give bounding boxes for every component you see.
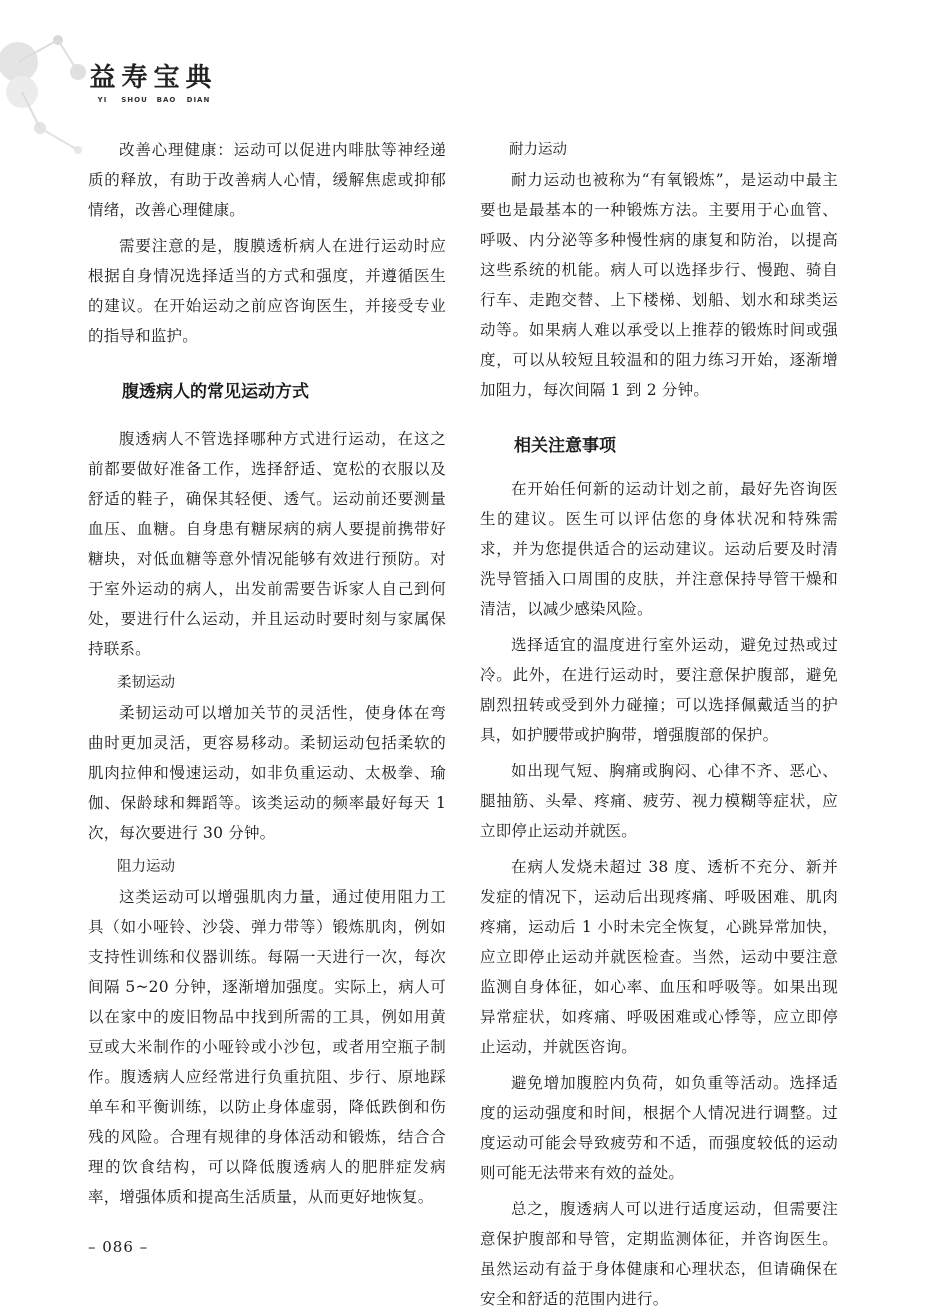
logo-char: 典 xyxy=(185,63,212,93)
logo-char: 寿 xyxy=(121,63,148,93)
paragraph xyxy=(88,135,446,225)
paragraph: 在病人发烧未超过 38 度、透析不充分、新并发症的情况下，运动后出现疼痛、呼吸困难、肌肉疼痛，运动后 1 小时未完全恢复，心跳异常加快，应立即停止运动并就医检查。当然，运动中要注意监测自身体征，如心率、血压和呼吸等。如果出现异常症状，如疼痛、呼吸困难或心悸等，应立即停止运动，并就医咨询。 xyxy=(480,858,838,1056)
paragraph: 腹透病人不管选择哪种方式进行运动，在这之前都要做好准备工作，选择舒适、宽松的衣服以及舒适的鞋子，确保其轻便、透气。运动前还要测量血压、血糖。自身患有糖尿病的病人要提前携带好糖块，对低血糖等意外情况能够有效进行预防。对于室外运动的病人，出发前需要告诉家人自己到何处，要进行什么运动，并且运动时要时刻与家属保持联系。 xyxy=(88,430,446,658)
logo-char: 益 xyxy=(89,63,116,93)
paragraph: 柔韧运动可以增加关节的灵活性，使身体在弯曲时更加灵活，更容易移动。柔韧运动包括柔软的肌肉拉伸和慢速运动，如非负重运动、太极拳、瑜伽、保龄球和舞蹈等。该类运动的频率最好每天 1 次，每次要进行 30 分钟。 xyxy=(88,704,446,842)
logo-pinyin: DIAN xyxy=(186,96,211,104)
logo-pinyin: YI xyxy=(97,96,108,104)
section-title: 相关注意事项 xyxy=(514,436,616,456)
paragraph: 避免增加腹腔内负荷，如负重等活动。选择适度的运动强度和时间，根据个人情况进行调整。过度运动可能会导致疲劳和不适，而强度较低的运动则可能无法带来有效的益处。 xyxy=(480,1074,838,1182)
right-column xyxy=(480,135,838,1314)
paragraph-lead: 改善心理健康： xyxy=(119,141,234,159)
paragraph: 在开始任何新的运动计划之前，最好先咨询医生的建议。医生可以评估您的身体状况和特殊需求，并为您提供适合的运动建议。运动后要及时清洗导管插入口周围的皮肤，并注意保持导管干燥和清洁，以减少感染风险。 xyxy=(480,480,838,618)
page-number: – 086 – xyxy=(88,1238,149,1256)
paragraph: 选择适宜的温度进行室外运动，避免过热或过冷。此外，在进行运动时，要注意保护腹部，避免剧烈扭转或受到外力碰撞；可以选择佩戴适当的护具，如护腰带或护胸带，增强腹部的保护。 xyxy=(480,636,838,744)
subsection-title: 阻力运动 xyxy=(117,859,175,875)
logo-pinyin: SHOU xyxy=(121,96,148,104)
logo-char: 宝 xyxy=(153,63,180,93)
subsection-title: 柔韧运动 xyxy=(117,675,175,691)
section-title: 腹透病人的常见运动方式 xyxy=(122,382,309,402)
left-column xyxy=(88,135,446,1212)
brand-logo xyxy=(88,62,228,104)
subsection-title: 耐力运动 xyxy=(509,142,567,158)
paragraph: 需要注意的是，腹膜透析病人在进行运动时应根据自身情况选择适当的方式和强度，并遵循医生的建议。在开始运动之前应咨询医生，并接受专业的指导和监护。 xyxy=(88,237,446,345)
paragraph: 总之，腹透病人可以进行适度运动，但需要注意保护腹部和导管，定期监测体征，并咨询医生。虽然运动有益于身体健康和心理状态，但请确保在安全和舒适的范围内进行。 xyxy=(480,1200,838,1308)
logo-pinyin: BAO xyxy=(156,96,177,104)
paragraph: 耐力运动也被称为“有氧锻炼”，是运动中最主要也是最基本的一种锻炼方法。主要用于心血管、呼吸、内分泌等多种慢性病的康复和防治，以提高这些系统的机能。病人可以选择步行、慢跑、骑自行车、走跑交替、上下楼梯、划船、划水和球类运动等。如果病人难以承受以上推荐的锻炼时间或强度，可以从较短且较温和的阻力练习开始，逐渐增加阻力，每次间隔 1 到 2 分钟。 xyxy=(480,171,838,399)
paragraph: 这类运动可以增强肌肉力量，通过使用阻力工具（如小哑铃、沙袋、弹力带等）锻炼肌肉，例如支持性训练和仪器训练。每隔一天进行一次，每次间隔 5~20 分钟，逐渐增加强度。实际上，病人可以在家中的废旧物品中找到所需的工具，例如用黄豆或大米制作的小哑铃或小沙包，或者用空瓶子制作。腹透病人应经常进行负重抗阻、步行、原地踩单车和平衡训练，以防止身体虚弱，降低跌倒和伤残的风险。合理有规律的身体活动和锻炼，结合合理的饮食结构，可以降低腹透病人的肥胖症发病率，增强体质和提高生活质量，从而更好地恢复。 xyxy=(88,888,446,1206)
paragraph-text: 运动可以促进内啡肽等神经递质的释放，有助于改善病人心情，缓解焦虑或抑郁情绪，改善心理健康。 xyxy=(88,141,446,219)
paragraph: 如出现气短、胸痛或胸闷、心律不齐、恶心、腿抽筋、头晕、疼痛、疲劳、视力模糊等症状，应立即停止运动并就医。 xyxy=(480,762,838,840)
